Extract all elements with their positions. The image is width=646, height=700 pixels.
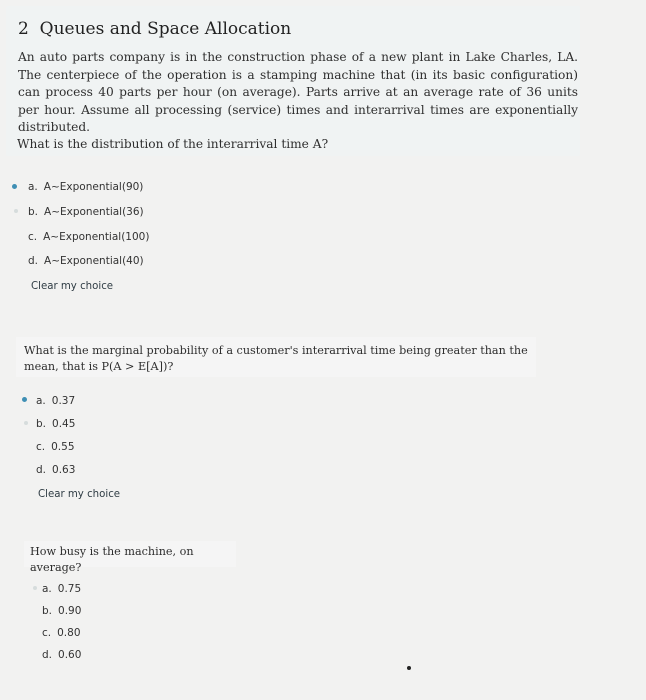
q1-option-b[interactable]: b. A~Exponential(36) bbox=[28, 206, 144, 218]
q1-clear-choice-link[interactable]: Clear my choice bbox=[31, 281, 114, 292]
radio-selected-icon[interactable] bbox=[22, 397, 27, 402]
q3-option-a[interactable]: a. 0.75 bbox=[42, 583, 82, 595]
section-number: 2 bbox=[18, 19, 29, 39]
problem-statement: An auto parts company is in the construction phase of a new plant in Lake Charles, LA. The centerpiece of the operation is a stamping machine that (in its basic configuration) can process 40 parts per hour (on average). Parts arrive at an average rate of 36 units per hour. Assume all processing (service) times and interarrival times are exponentially distributed. bbox=[18, 50, 578, 134]
question-card bbox=[6, 6, 580, 156]
radio-icon[interactable] bbox=[14, 209, 18, 213]
question-3-prompt: How busy is the machine, on average? bbox=[24, 541, 236, 567]
question-2-prompt: What is the marginal probability of a customer's interarrival time being greater than the mean, that is P(A > E[A])? bbox=[16, 337, 536, 377]
radio-icon[interactable] bbox=[24, 421, 28, 425]
section-title-text: Queues and Space Allocation bbox=[39, 19, 292, 39]
q3-option-c[interactable]: c. 0.80 bbox=[42, 627, 81, 639]
radio-icon[interactable] bbox=[33, 586, 37, 590]
q1-option-d[interactable]: d. A~Exponential(40) bbox=[28, 255, 144, 267]
q1-option-a[interactable]: a. A~Exponential(90) bbox=[28, 181, 144, 193]
section-title bbox=[18, 19, 291, 39]
q2-clear-choice-link[interactable]: Clear my choice bbox=[38, 489, 121, 500]
dot-mark bbox=[407, 666, 411, 670]
q3-option-b[interactable]: b. 0.90 bbox=[42, 605, 82, 617]
q2-option-b[interactable]: b. 0.45 bbox=[36, 418, 76, 430]
q1-option-c[interactable]: c. A~Exponential(100) bbox=[28, 231, 150, 243]
radio-selected-icon[interactable] bbox=[12, 184, 17, 189]
q2-option-c[interactable]: c. 0.55 bbox=[36, 441, 75, 453]
q2-option-d[interactable]: d. 0.63 bbox=[36, 464, 76, 476]
q3-option-d[interactable]: d. 0.60 bbox=[42, 649, 82, 661]
question-1-prompt: What is the distribution of the interarrival time A? bbox=[17, 137, 329, 151]
q2-option-a[interactable]: a. 0.37 bbox=[36, 395, 76, 407]
